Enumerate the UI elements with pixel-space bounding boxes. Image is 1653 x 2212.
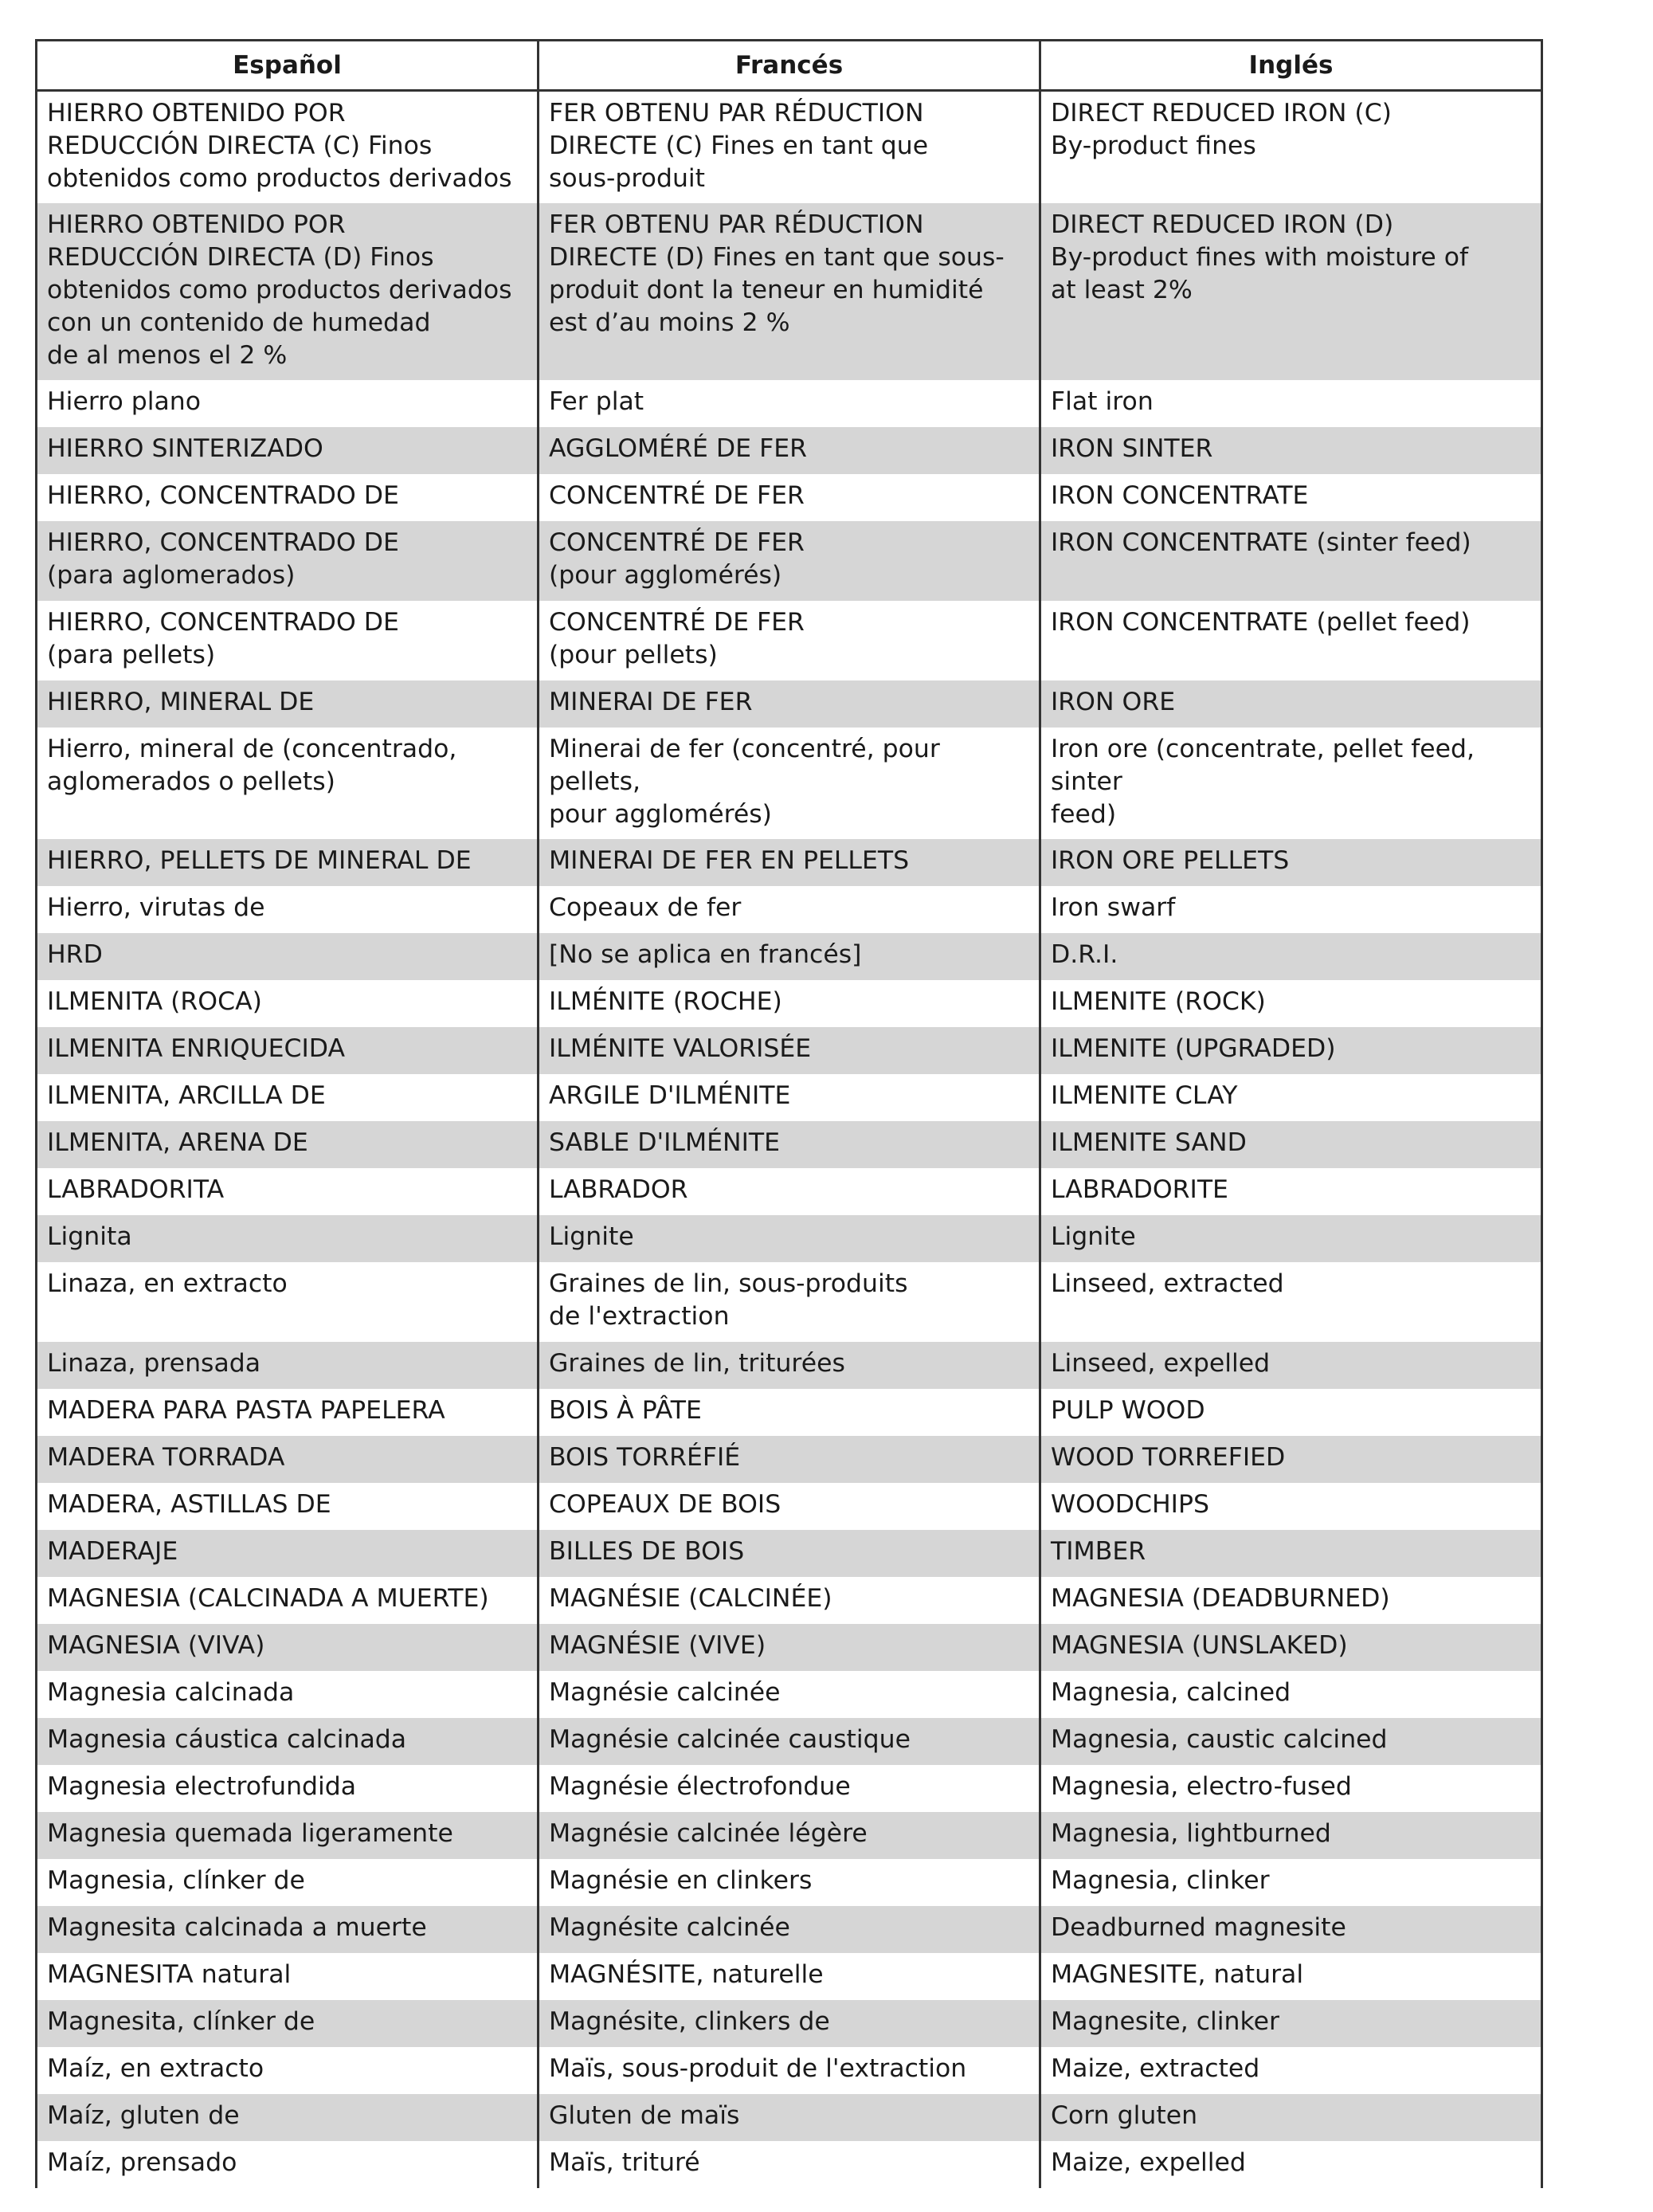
cell-french: CONCENTRÉ DE FER	[539, 474, 1040, 521]
table-row	[37, 933, 1542, 980]
cell-french: LABRADOR	[539, 1168, 1040, 1215]
cell-french: Gluten de maïs	[539, 2094, 1040, 2141]
cell-english: PULP WOOD	[1040, 1389, 1542, 1436]
cell-spanish: ILMENITA, ARENA DE	[37, 1121, 539, 1168]
table-row	[37, 2094, 1542, 2141]
table-row	[37, 1906, 1542, 1953]
cell-spanish: HIERRO OBTENIDO POR REDUCCIÓN DIRECTA (D) Finos obtenidos como productos derivados con un contenido de humedad de al menos el 2 %	[37, 203, 539, 380]
cell-french: BILLES DE BOIS	[539, 1530, 1040, 1577]
table-row	[37, 1953, 1542, 2000]
cell-french: Fer plat	[539, 380, 1040, 427]
cell-french: Magnésite, clinkers de	[539, 2000, 1040, 2047]
column-header-english: Inglés	[1040, 41, 1542, 91]
cell-english: ILMENITE (UPGRADED)	[1040, 1027, 1542, 1074]
cell-english: Linseed, extracted	[1040, 1262, 1542, 1342]
cell-spanish: HIERRO OBTENIDO POR REDUCCIÓN DIRECTA (C) Finos obtenidos como productos derivados	[37, 91, 539, 204]
cell-french: Maïs, trituré	[539, 2141, 1040, 2188]
cell-spanish: MADERA TORRADA	[37, 1436, 539, 1483]
cell-english: DIRECT REDUCED IRON (C) By-product fines	[1040, 91, 1542, 204]
table-row	[37, 886, 1542, 933]
cell-french: BOIS À PÂTE	[539, 1389, 1040, 1436]
column-header-french: Francés	[539, 41, 1040, 91]
cell-french: Magnésie calcinée	[539, 1671, 1040, 1718]
cell-spanish: Magnesia cáustica calcinada	[37, 1718, 539, 1765]
cell-english: Iron swarf	[1040, 886, 1542, 933]
cell-spanish: HIERRO, CONCENTRADO DE (para aglomerados)	[37, 521, 539, 601]
cell-english: DIRECT REDUCED IRON (D) By-product fines with moisture of at least 2%	[1040, 203, 1542, 380]
cell-spanish: MADERA PARA PASTA PAPELERA	[37, 1389, 539, 1436]
table-header	[37, 41, 1542, 91]
cell-english: MAGNESIA (UNSLAKED)	[1040, 1624, 1542, 1671]
cell-french: [No se aplica en francés]	[539, 933, 1040, 980]
table-row	[37, 1577, 1542, 1624]
cell-english: Maize, extracted	[1040, 2047, 1542, 2094]
cell-spanish: Linaza, en extracto	[37, 1262, 539, 1342]
cell-spanish: Hierro, mineral de (concentrado, aglomerados o pellets)	[37, 728, 539, 839]
table-row	[37, 1624, 1542, 1671]
cell-english: D.R.I.	[1040, 933, 1542, 980]
cell-english: ILMENITE (ROCK)	[1040, 980, 1542, 1027]
cell-french: SABLE D'ILMÉNITE	[539, 1121, 1040, 1168]
column-header-spanish: Español	[37, 41, 539, 91]
cell-french: ILMÉNITE (ROCHE)	[539, 980, 1040, 1027]
cell-french: CONCENTRÉ DE FER (pour agglomérés)	[539, 521, 1040, 601]
cell-spanish: Maíz, gluten de	[37, 2094, 539, 2141]
cell-english: Magnesia, clinker	[1040, 1859, 1542, 1906]
cell-spanish: MADERA, ASTILLAS DE	[37, 1483, 539, 1530]
table-row	[37, 1215, 1542, 1262]
cell-english: WOOD TORREFIED	[1040, 1436, 1542, 1483]
cell-french: MAGNÉSIE (VIVE)	[539, 1624, 1040, 1671]
cell-english: Lignite	[1040, 1215, 1542, 1262]
cell-french: FER OBTENU PAR RÉDUCTION DIRECTE (D) Fines en tant que sous- produit dont la teneur en humidité est d’au moins 2 %	[539, 203, 1040, 380]
cell-spanish: MAGNESIA (CALCINADA A MUERTE)	[37, 1577, 539, 1624]
cell-french: BOIS TORRÉFIÉ	[539, 1436, 1040, 1483]
cell-spanish: MAGNESIA (VIVA)	[37, 1624, 539, 1671]
cell-english: IRON ORE	[1040, 680, 1542, 728]
table-row	[37, 2047, 1542, 2094]
cell-spanish: HIERRO SINTERIZADO	[37, 427, 539, 474]
table-row	[37, 1436, 1542, 1483]
cell-french: ARGILE D'ILMÉNITE	[539, 1074, 1040, 1121]
cell-spanish: Maíz, en extracto	[37, 2047, 539, 2094]
cell-spanish: Magnesita, clínker de	[37, 2000, 539, 2047]
cell-english: Iron ore (concentrate, pellet feed, sinter feed)	[1040, 728, 1542, 839]
table-row	[37, 1389, 1542, 1436]
table-row	[37, 1812, 1542, 1859]
cell-spanish: Magnesia, clínker de	[37, 1859, 539, 1906]
table-row	[37, 1765, 1542, 1812]
cell-french: ILMÉNITE VALORISÉE	[539, 1027, 1040, 1074]
cell-french: Copeaux de fer	[539, 886, 1040, 933]
cell-english: ILMENITE CLAY	[1040, 1074, 1542, 1121]
cell-spanish: HIERRO, CONCENTRADO DE (para pellets)	[37, 601, 539, 680]
cell-english: IRON SINTER	[1040, 427, 1542, 474]
cell-spanish: MADERAJE	[37, 1530, 539, 1577]
cell-english: Magnesia, calcined	[1040, 1671, 1542, 1718]
table-row	[37, 1027, 1542, 1074]
table-row	[37, 427, 1542, 474]
table-body	[37, 91, 1542, 2189]
cell-spanish: Maíz, prensado	[37, 2141, 539, 2188]
cell-english: WOODCHIPS	[1040, 1483, 1542, 1530]
cell-french: Maïs, sous-produit de l'extraction	[539, 2047, 1040, 2094]
cell-english: IRON CONCENTRATE (pellet feed)	[1040, 601, 1542, 680]
cell-english: LABRADORITE	[1040, 1168, 1542, 1215]
cell-spanish: Hierro, virutas de	[37, 886, 539, 933]
cell-french: Graines de lin, triturées	[539, 1342, 1040, 1389]
cell-spanish: Hierro plano	[37, 380, 539, 427]
cell-french: MINERAI DE FER EN PELLETS	[539, 839, 1040, 886]
cell-english: Corn gluten	[1040, 2094, 1542, 2141]
cell-french: MAGNÉSITE, naturelle	[539, 1953, 1040, 2000]
table-row	[37, 1530, 1542, 1577]
table-row	[37, 91, 1542, 204]
cell-english: Deadburned magnesite	[1040, 1906, 1542, 1953]
table-row	[37, 680, 1542, 728]
cell-spanish: LABRADORITA	[37, 1168, 539, 1215]
cell-english: IRON CONCENTRATE	[1040, 474, 1542, 521]
cell-spanish: MAGNESITA natural	[37, 1953, 539, 2000]
cell-french: CONCENTRÉ DE FER (pour pellets)	[539, 601, 1040, 680]
table-row	[37, 203, 1542, 380]
cell-french: COPEAUX DE BOIS	[539, 1483, 1040, 1530]
table-row	[37, 839, 1542, 886]
table-row	[37, 728, 1542, 839]
cell-french: MINERAI DE FER	[539, 680, 1040, 728]
table-row	[37, 1168, 1542, 1215]
table-row	[37, 1262, 1542, 1342]
table-row	[37, 1859, 1542, 1906]
cell-english: Magnesia, lightburned	[1040, 1812, 1542, 1859]
cell-french: Magnésie calcinée légère	[539, 1812, 1040, 1859]
cell-spanish: ILMENITA (ROCA)	[37, 980, 539, 1027]
table-row	[37, 474, 1542, 521]
cell-french: Graines de lin, sous-produits de l'extraction	[539, 1262, 1040, 1342]
cell-french: Lignite	[539, 1215, 1040, 1262]
cell-spanish: Magnesita calcinada a muerte	[37, 1906, 539, 1953]
table-row	[37, 980, 1542, 1027]
cell-english: IRON CONCENTRATE (sinter feed)	[1040, 521, 1542, 601]
table-row	[37, 2000, 1542, 2047]
cell-spanish: HIERRO, CONCENTRADO DE	[37, 474, 539, 521]
table-row	[37, 380, 1542, 427]
cell-english: Magnesia, caustic calcined	[1040, 1718, 1542, 1765]
cell-english: Maize, expelled	[1040, 2141, 1542, 2188]
cell-english: ILMENITE SAND	[1040, 1121, 1542, 1168]
cell-spanish: ILMENITA ENRIQUECIDA	[37, 1027, 539, 1074]
cell-spanish: Magnesia electrofundida	[37, 1765, 539, 1812]
glossary-table-container	[35, 39, 1541, 2188]
table-row	[37, 2141, 1542, 2188]
header-row	[37, 41, 1542, 91]
cell-english: Magnesia, electro-fused	[1040, 1765, 1542, 1812]
cell-english: IRON ORE PELLETS	[1040, 839, 1542, 886]
cell-french: Magnésie calcinée caustique	[539, 1718, 1040, 1765]
table-row	[37, 1483, 1542, 1530]
cell-english: Flat iron	[1040, 380, 1542, 427]
cell-english: Magnesite, clinker	[1040, 2000, 1542, 2047]
cell-english: MAGNESIA (DEADBURNED)	[1040, 1577, 1542, 1624]
cell-english: MAGNESITE, natural	[1040, 1953, 1542, 2000]
cell-french: MAGNÉSIE (CALCINÉE)	[539, 1577, 1040, 1624]
table-row	[37, 1074, 1542, 1121]
table-row	[37, 601, 1542, 680]
cell-french: Magnésite calcinée	[539, 1906, 1040, 1953]
cell-english: Linseed, expelled	[1040, 1342, 1542, 1389]
cell-french: Minerai de fer (concentré, pour pellets, pour agglomérés)	[539, 728, 1040, 839]
cell-spanish: Magnesia quemada ligeramente	[37, 1812, 539, 1859]
cell-spanish: Lignita	[37, 1215, 539, 1262]
cell-spanish: HIERRO, PELLETS DE MINERAL DE	[37, 839, 539, 886]
cell-spanish: Magnesia calcinada	[37, 1671, 539, 1718]
cell-english: TIMBER	[1040, 1530, 1542, 1577]
cell-french: AGGLOMÉRÉ DE FER	[539, 427, 1040, 474]
table-row	[37, 1671, 1542, 1718]
cell-french: FER OBTENU PAR RÉDUCTION DIRECTE (C) Fines en tant que sous-produit	[539, 91, 1040, 204]
cell-spanish: Linaza, prensada	[37, 1342, 539, 1389]
cell-spanish: ILMENITA, ARCILLA DE	[37, 1074, 539, 1121]
table-row	[37, 1718, 1542, 1765]
cell-spanish: HIERRO, MINERAL DE	[37, 680, 539, 728]
cell-french: Magnésie en clinkers	[539, 1859, 1040, 1906]
glossary-table	[35, 39, 1543, 2188]
table-row	[37, 1121, 1542, 1168]
cell-french: Magnésie électrofondue	[539, 1765, 1040, 1812]
table-row	[37, 521, 1542, 601]
cell-spanish: HRD	[37, 933, 539, 980]
table-row	[37, 1342, 1542, 1389]
